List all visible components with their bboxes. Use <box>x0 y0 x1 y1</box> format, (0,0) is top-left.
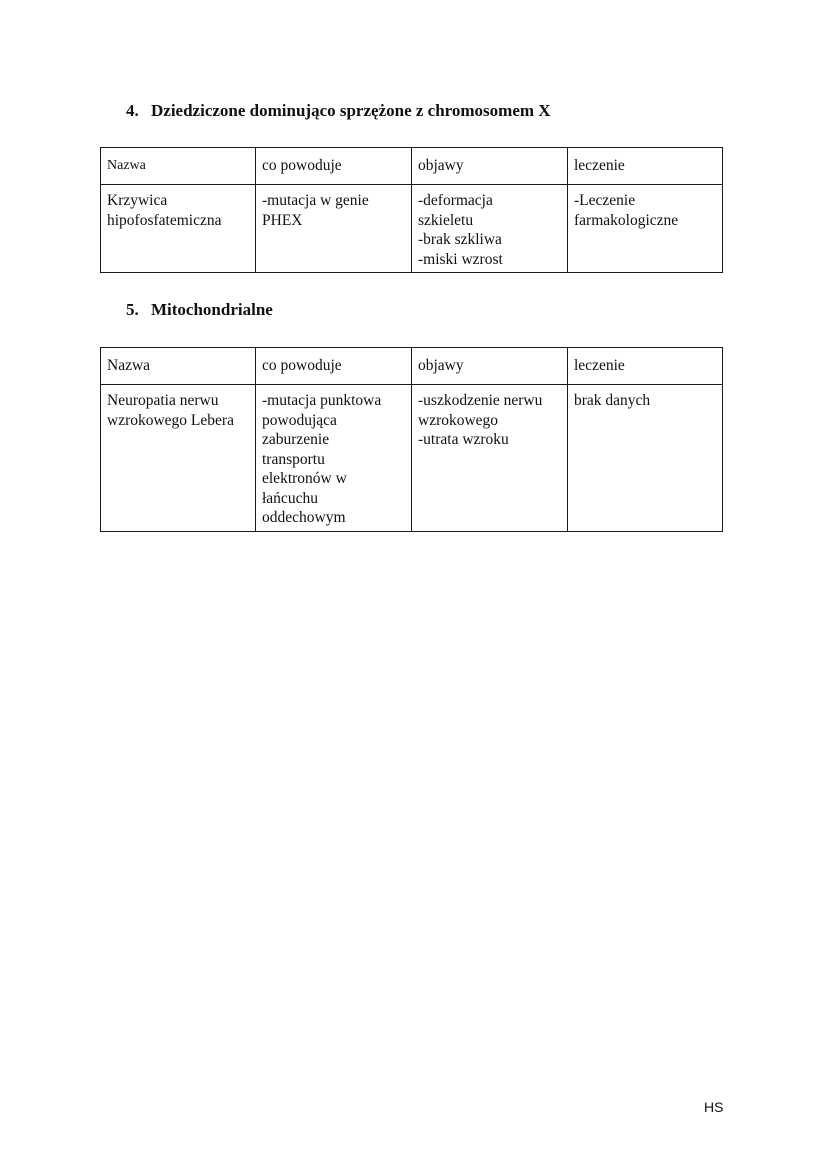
cell-nazwa <box>101 385 256 532</box>
section-4-title: Dziedziczone dominująco sprzężone z chromosomem X <box>151 101 551 120</box>
section-5-number: 5. <box>126 300 139 319</box>
section-5-heading <box>126 300 273 320</box>
footer-initials: HS <box>704 1099 724 1115</box>
cell-line: powodująca <box>262 411 337 429</box>
cell-co-powoduje <box>256 185 412 273</box>
cell-objawy <box>412 185 568 273</box>
cell-line: PHEX <box>262 211 303 229</box>
cell-line: -miski wzrost <box>418 250 503 268</box>
cell-line: -utrata wzroku <box>418 431 509 448</box>
cell-objawy <box>412 385 568 532</box>
cell-line: Krzywica <box>107 192 168 209</box>
cell-line: zaburzenie <box>262 431 330 448</box>
cell-line: wzrokowego <box>418 411 499 429</box>
header-co-powoduje: co powoduje <box>256 348 412 385</box>
cell-line: elektronów w <box>262 470 347 487</box>
cell-co-powoduje <box>256 385 412 532</box>
section-4-number: 4. <box>126 101 139 120</box>
cell-line: -uszkodzenie nerwu <box>418 392 543 409</box>
cell-line: wzrokowego Lebera <box>107 411 234 429</box>
cell-leczenie <box>568 385 723 532</box>
header-leczenie: leczenie <box>568 148 723 185</box>
cell-line: -mutacja punktowa <box>262 392 382 409</box>
cell-line: oddechowym <box>262 509 346 526</box>
cell-line: -Leczenie <box>574 192 636 209</box>
header-co-powoduje: co powoduje <box>256 148 412 185</box>
table-row <box>101 185 723 273</box>
header-objawy: objawy <box>412 148 568 185</box>
cell-nazwa <box>101 185 256 273</box>
cell-line: brak danych <box>574 392 651 409</box>
section-5-table <box>100 347 723 532</box>
section-4-heading <box>126 101 551 121</box>
section-5-title: Mitochondrialne <box>151 300 273 319</box>
header-leczenie: leczenie <box>568 348 723 385</box>
cell-leczenie <box>568 185 723 273</box>
cell-line: łańcuchu <box>262 489 318 507</box>
header-objawy: objawy <box>412 348 568 385</box>
cell-line: -mutacja w genie <box>262 192 369 209</box>
section-4-table <box>100 147 723 273</box>
cell-line: -brak szkliwa <box>418 231 502 248</box>
cell-line: Neuropatia nerwu <box>107 392 219 409</box>
cell-line: -deformacja <box>418 192 493 209</box>
table-header-row <box>101 148 723 185</box>
table-header-row <box>101 348 723 385</box>
cell-line: hipofosfatemiczna <box>107 211 222 229</box>
table-row <box>101 385 723 532</box>
cell-line: farmakologiczne <box>574 211 679 229</box>
header-nazwa: Nazwa <box>101 348 256 385</box>
cell-line: szkieletu <box>418 211 474 229</box>
header-nazwa: Nazwa <box>101 148 256 185</box>
cell-line: transportu <box>262 450 325 468</box>
